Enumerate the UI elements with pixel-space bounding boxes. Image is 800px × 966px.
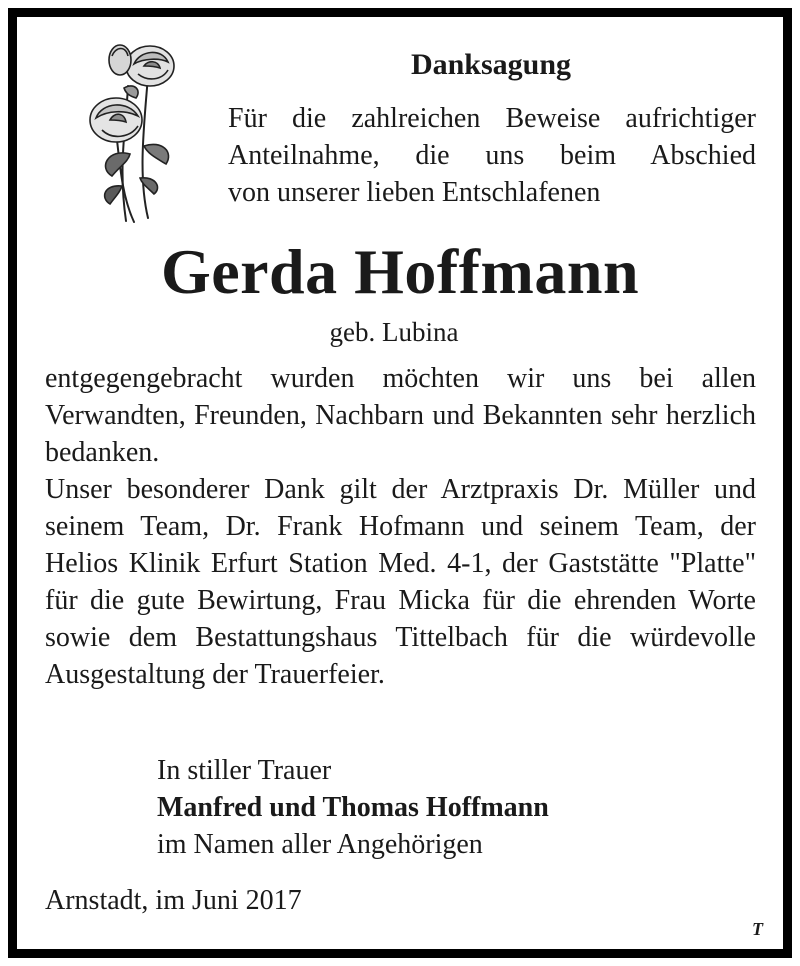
body-paragraph: entgegengebracht wurden möchten wir uns bei allen Verwandten, Freunden, Nachbarn und Bekannten sehr herzlich bedanken. xyxy=(45,363,756,468)
signature-names: Manfred und Thomas Hoffmann xyxy=(157,792,549,823)
deceased-name: Gerda Hoffmann xyxy=(160,236,640,307)
heading-danksagung: Danksagung xyxy=(410,48,572,81)
signature-line: In stiller Trauer xyxy=(157,755,332,786)
signature-line: im Namen aller Angehörigen xyxy=(157,829,483,860)
publisher-mark: T xyxy=(752,919,763,939)
body-paragraph: Unser besonderer Dank gilt der Arztpraxis Dr. Müller und seinem Team, Dr. Frank Hofmann und seinem Team, der Helios Klinik Erfurt Station Med. 4-1, der Gaststätte "Platte" für die gute Bewirtung, Frau Micka für die ehrenden Worte sowie dem Bestattungshaus Tittelbach für die würdevolle Ausgestaltung der Trauerfeier. xyxy=(45,474,756,690)
intro-text xyxy=(228,100,756,211)
body-text xyxy=(45,360,756,693)
roses-icon xyxy=(78,36,208,226)
place-date: Arnstadt, im Juni 2017 xyxy=(45,885,302,916)
maiden-name: geb. Lubina xyxy=(329,317,459,347)
signature-block xyxy=(157,752,717,863)
intro-line: von unserer lieben Entschlafenen xyxy=(228,177,601,208)
intro-line: Anteilnahme, die uns beim Abschied xyxy=(228,140,756,171)
intro-line: Für die zahlreichen Beweise aufrichtiger xyxy=(228,103,756,134)
